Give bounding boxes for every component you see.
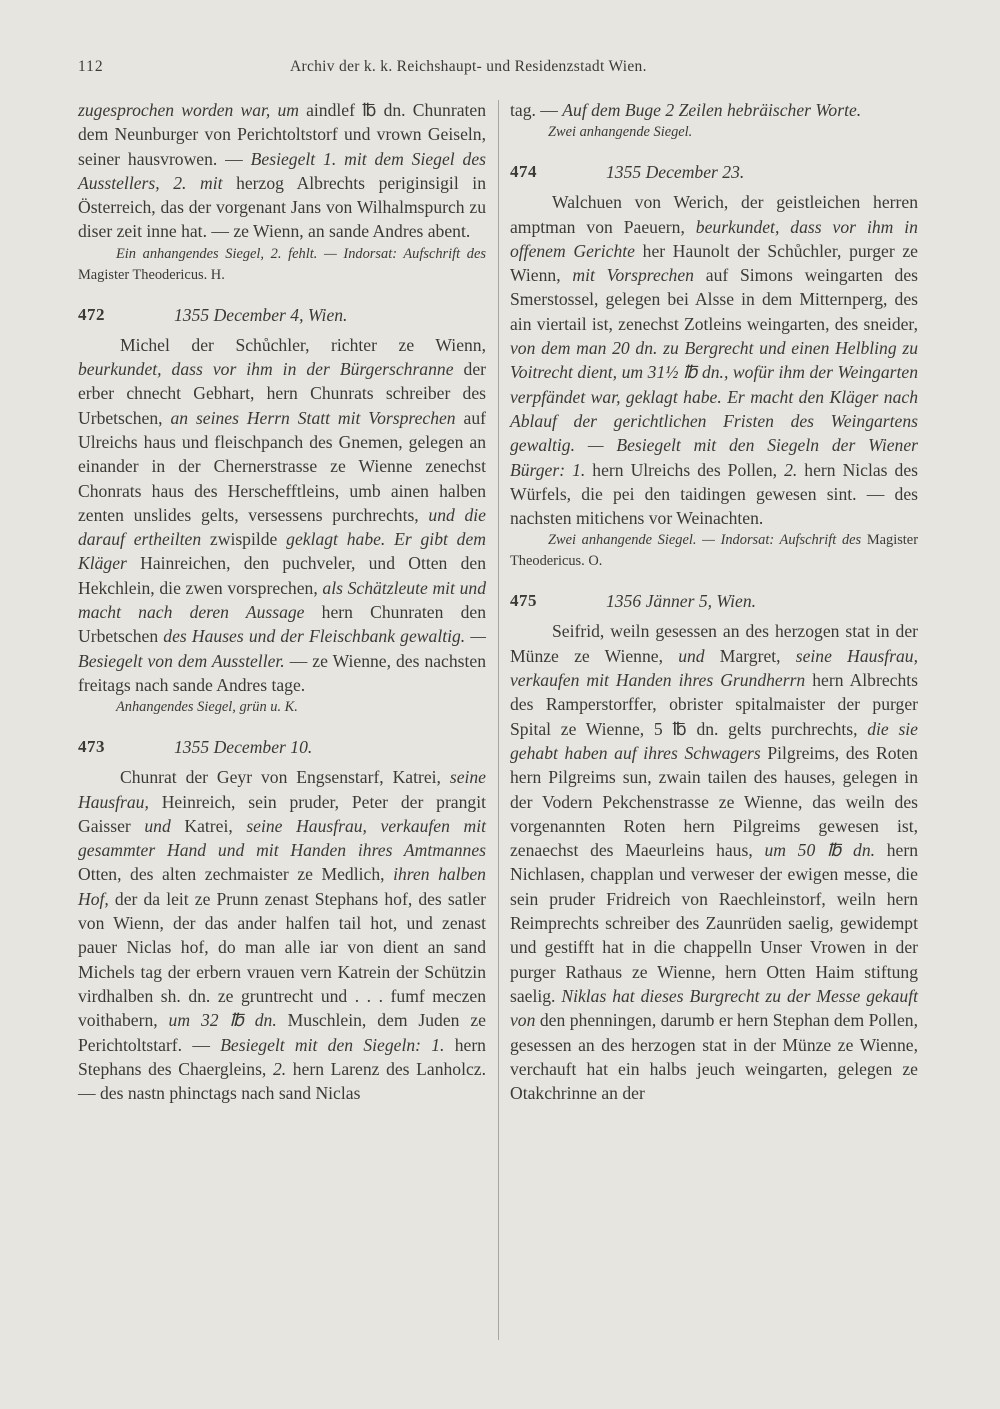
- seal-note: Ein anhangendes Siegel, 2. fehlt. — Indorsat: Aufschrift des Magister Theodericus. H.: [78, 245, 486, 283]
- column-divider: [498, 100, 499, 1340]
- entry-number: 472: [78, 304, 105, 324]
- entry-body-474: Walchuen von Werich, der geistleichen herren amptman von Paeuern, beurkundet, dass vor ihm in offenem Gerichte her Haunolt der Schůchler, purger ze Wienn, mit Vorsprechen auf Simons weingarten des Smerstossel, gelegen bei Alsse in dem Mitternperg, des ain viertail ist, zenechst Zotleins weingarten, des sneider, von dem man 20 dn. zu Bergrecht und einen Helbling zu Voitrecht dient, um 31½ ℔ dn., wofür ihm der Weingarten verpfändet war, geklagt habe. Er macht den Kläger nach Ablauf der gerichtlichen Fristen des Weingartens gewaltig. — Besiegelt mit den Siegeln der Wiener Bürger: 1. hern Ulreichs des Pollen, 2. hern Niclas des Würfels, die pei den taidingen gewesen sint. — des nachsten mitichens vor Weinachten.: [510, 192, 919, 529]
- entry-number: 475: [510, 591, 537, 611]
- entry-date: 1355 December 4, Wien.: [174, 304, 348, 325]
- continued-entry-text: zugesprochen worden war, um aindlef ℔ dn. Chunraten dem Neunburger von Perichtoltstorf und vrown Geiseln, seiner hausvrowen. — Besiegelt 1. mit dem Siegel des Ausstellers, 2. mit herzog Albrechts periginsigil in Österreich, das der vorgenant Jans von Wilhalmspurch zu diser zeit inne hat. — ze Wienn, an sande Andres abent.: [78, 100, 486, 242]
- seal-note: Zwei anhangende Siegel.: [548, 124, 693, 141]
- entry-date: 1356 Jänner 5, Wien.: [606, 591, 757, 612]
- continued-entry-text: tag. — Auf dem Buge 2 Zeilen hebräischer Worte.: [510, 100, 862, 120]
- entry-date: 1355 December 23.: [606, 162, 745, 183]
- entry-header-475: [510, 589, 918, 613]
- entry-number: 474: [510, 162, 537, 182]
- seal-note: Zwei anhangende Siegel. — Indorsat: Aufschrift des Magister Theodericus. O.: [510, 532, 918, 570]
- seal-note: Anhangendes Siegel, grün u. K.: [116, 699, 298, 716]
- page-header: [78, 58, 918, 84]
- entry-header-472: [78, 303, 486, 327]
- entry-date: 1355 December 10.: [174, 737, 313, 758]
- entry-body-473: Chunrat der Geyr von Engsenstarf, Katrei, seine Hausfrau, Heinreich, sein pruder, Peter der prangit Gaisser und Katrei, seine Hausfrau, verkaufen mit gesammter Hand und mit Handen ihres Amtmannes Otten, des alten zechmaister ze Medlich, ihren halben Hof, der da leit ze Prunn zenast Stephans hof, des satler von Wienn, der das ander halfen tail hot, und zenast pauer Niclas hof, do man alle iar von dient an sand Michels tag der erbern vrauen vern Katrein der Schützin virdhalben sh. dn. ze gruntrecht und . . . fumf meczen voithabern, um 32 ℔ dn. Muschlein, dem Juden ze Perichtoltstarf. — Besiegelt mit den Siegeln: 1. hern Stephans des Chaergleins, 2. hern Larenz des Lanholcz. — des nastn phinctags nach sand Niclas: [78, 767, 486, 1104]
- page-number: 112: [78, 58, 104, 75]
- entry-body-475: Seifrid, weiln gesessen an des herzogen stat in der Münze ze Wienne, und Margret, seine Hausfrau, verkaufen mit Handen ihres Grundherrn hern Albrechts des Ramperstorffer, obrister spitalmaister der purger Spital ze Wienne, 5 ℔ dn. gelts purchrechts, die sie gehabt haben auf ihres Schwagers Pilgreims, des Roten hern Pilgreims sun, zwain tailen des hauses, gelegen in der Vodern Pekchenstrasse ze Wienne, das weiln des vorgenannten Roten hern Pilgreims gewesen ist, zenaechst des Maeurleins haus, um 50 ℔ dn. hern Nichlasen, chapplan und verweser der ewigen messe, die sein pruder Fridreich von Raechleinstorf, weiln hern Reimprechts schreiber des Zaunrüden saelig, gewidempt und gestifft hat in die chappelln Unser Vrowen in der purger Rathaus ze Wienne, hern Otten Haim stiftung saelig. Niklas hat dieses Burgrecht zu der Messe gekauft von den phenningen, darumb er hern Stephan dem Pollen, gesessen an des herzogen stat in der Münze ze Wienne, verchauft hat ein halbs jeuch weingarten, gelegen ze Otakchrinne an der: [510, 621, 919, 1104]
- left-column: [78, 98, 486, 1105]
- entry-header-474: [510, 160, 918, 184]
- entry-number: 473: [78, 737, 105, 757]
- entry-body-472: Michel der Schůchler, richter ze Wienn, beurkundet, dass vor ihm in der Bürgerschranne der erber chnecht Gebhart, hern Chunrats schreiber des Urbetschen, an seines Herrn Statt mit Vorsprechen auf Ulreichs haus und fleischpanch des Gnemen, gelegen an einander in der Chernerstrasse ze Wienne zenechst Chonrats haus des Herschefftleins, umb ainen halben zenten unslides gelts, versessens purchrechts, und die darauf ertheilten zwispilde geklagt habe. Er gibt dem Kläger Hainreichen, den puchveler, und Otten den Hekchlein, die zwen vorsprechen, als Schätzleute mit und macht nach deren Aussage hern Chunraten den Urbetschen des Hauses und der Fleischbank gewaltig. — Besiegelt von dem Aussteller. — ze Wienne, des nachsten freitags nach sande Andres tage.: [78, 334, 487, 695]
- entry-header-473: [78, 735, 486, 759]
- right-column: [510, 98, 918, 1105]
- running-head: Archiv der k. k. Reichshaupt- und Residenzstadt Wien.: [290, 58, 647, 75]
